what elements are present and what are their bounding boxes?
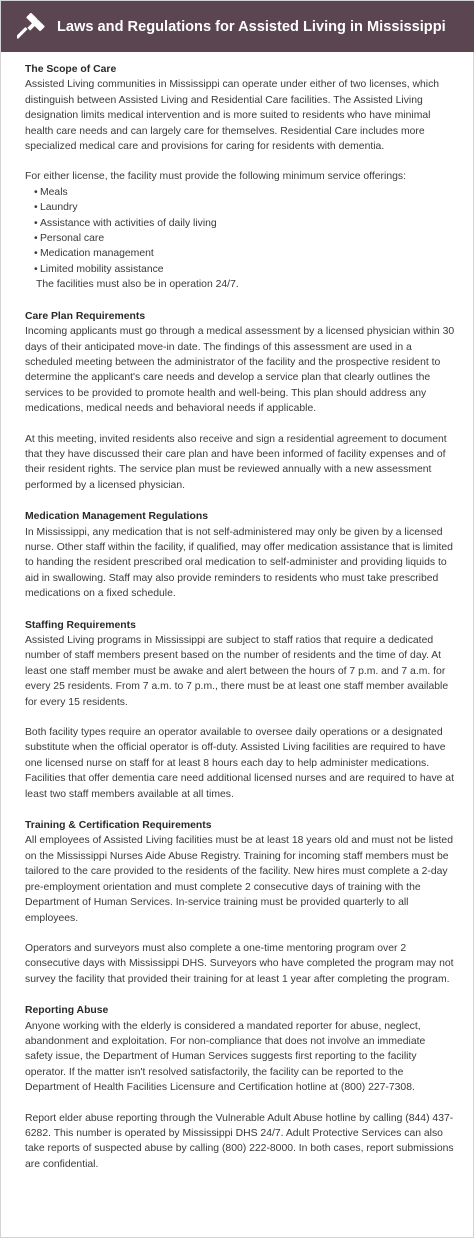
list-item: • Meals [34, 186, 68, 198]
list-item: • Limited mobility assistance [34, 263, 164, 275]
section-heading: Staffing Requirements [25, 619, 136, 631]
section-heading: Medication Management Regulations [25, 511, 209, 523]
paragraph: Assisted Living programs in Mississippi are subject to staff ratios that require a dedicated number of staff members present based on the number of residents and the time of day. At least one staff member must be awake and alert between the hours of 7 p.m. and 7 a.m. for every 25 residents. From 7 a.m. to 7 p.m., there must be at least one staff member available for every 15 residents. [25, 635, 449, 708]
section-heading: Training & Certification Requirements [25, 820, 212, 832]
paragraph: At this meeting, invited residents also receive and sign a residential agreement to document that they have discussed their care plan and have been informed of facility expenses and of their resident rights. The service plan must be reviewed annually with a new assessment performed by a licensed physician. [25, 433, 447, 491]
content-body [25, 62, 455, 1188]
list-item: • Personal care [34, 233, 105, 245]
gavel-icon [9, 1, 53, 52]
section-care-plan [25, 309, 455, 493]
paragraph: Operators and surveyors must also complete a one-time mentoring program over 2 consecutive days with Mississippi DHS. Surveyors who have completed the program may not survey the facility that provided their training for at least 1 year after completing the program. [25, 942, 454, 985]
section-reporting-abuse [25, 1003, 455, 1172]
list-item: • Assistance with activities of daily living [34, 217, 217, 229]
list-item: • Medication management [34, 248, 154, 260]
list-item: • Laundry [34, 202, 78, 214]
paragraph: Both facility types require an operator available to oversee daily operations or a designated substitute when the official operator is off-duty. Assisted Living facilities are required to have one licensed nurse on staff for at least 8 hours each day to help administer medications. Facilities that offer dementia care need additional licensed nurses and are required to have at least two staff members available at all times. [25, 727, 454, 800]
header-bar [1, 1, 474, 52]
page-title: Laws and Regulations for Assisted Living in Mississippi [57, 18, 446, 35]
paragraph: Assisted Living communities in Mississippi can operate under either of two licenses, which distinguish between Assisted Living and Residential Care facilities. The Assisted Living designation limits medical intervention and is more suited to residents who have minimal health care needs and can largely care for themselves. Residential Care includes more specialized medical care and provisions for caring for residents with dementia. [25, 79, 440, 153]
section-heading: The Scope of Care [25, 64, 117, 75]
paragraph: For either license, the facility must provide the following minimum service offerings: [25, 171, 406, 183]
section-scope-of-care [25, 62, 455, 293]
paragraph: Report elder abuse reporting through the Vulnerable Adult Abuse hotline by calling (844) 437-6282. This number is operated by Mississippi DHS 24/7. Adult Protective Services can also take reports of suspected abuse by calling (800) 222-8000. In both cases, report submissions are confidential. [25, 1112, 454, 1170]
paragraph: Incoming applicants must go through a medical assessment by a licensed physician within 30 days of their anticipated move-in date. The findings of this assessment are used in a scheduled meeting between the administrator of the facility and the prospective resident to determine the applicant's care needs and develop a service plan that clearly outlines the services to be provided to promote health and well-being. This plan should address any medications, medical needs and behavioral needs if applicable. [25, 326, 455, 415]
section-staffing [25, 618, 455, 802]
section-heading: Reporting Abuse [25, 1005, 109, 1017]
section-heading: Care Plan Requirements [25, 310, 146, 322]
paragraph: All employees of Assisted Living facilities must be at least 18 years old and must not be listed on the Mississippi Nurses Aide Abuse Registry. Training for incoming staff members must be tailored to the care provided to the residents of the facility. New hires must complete a 2-day pre-employment orientation and must complete 2 consecutive days of training with the Department of Human Services. In-service training must be provided quarterly to all employees. [25, 835, 453, 924]
paragraph: In Mississippi, any medication that is not self-administered may only be given by a licensed nurse. Other staff within the facility, if qualified, may offer medication assistance that is limited to handing the resident prescribed oral medication to self-administer and providing liquids to aid in swallowing. Staff may also provide reminders to residents who must take prescribed medications on a fixed schedule. [25, 526, 453, 600]
paragraph: Anyone working with the elderly is considered a mandated reporter for abuse, neglect, abandonment and exploitation. For non-compliance that does not involve an immediate safety issue, the Department of Human Services suggests first reporting to the facility operator. If the matter isn't resolved satisfactorily, the facility can be reported to the Department of Health Facilities Licensure and Certification hotline at (800) 227-7308. [25, 1020, 426, 1094]
section-training [25, 818, 455, 987]
section-medication-management [25, 509, 455, 601]
service-list [25, 185, 455, 277]
operation-note: The facilities must also be in operation 24/7. [36, 279, 239, 291]
